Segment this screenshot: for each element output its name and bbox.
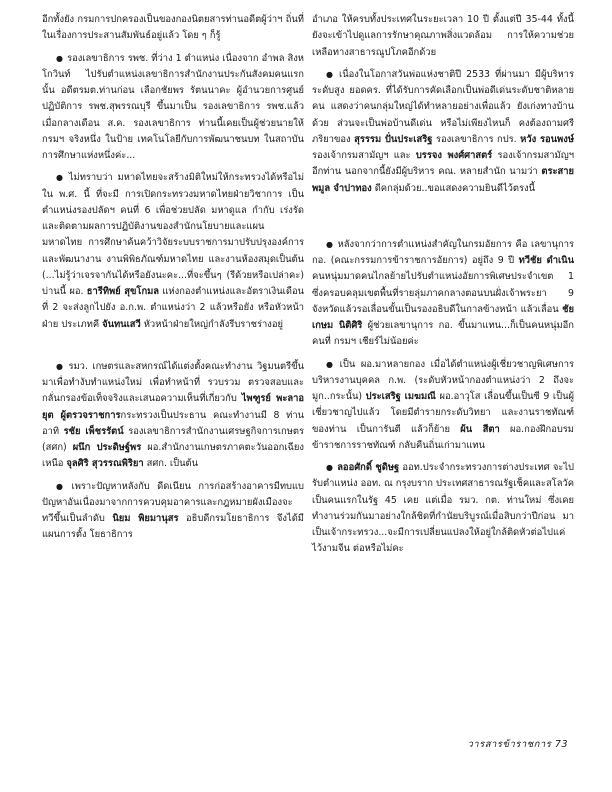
bold-name: ชัยเกษม นิติศิริ [312,303,574,331]
paragraph-r-cont [312,12,574,61]
text-run: ผอ.อาวุโส เลื่อนขึ้นเป็นซี 9 เป็นผู้เชี่ยวชาญไปแล้ว โดยมีตำรายกระดับวิทยา และงานราชทัณฑ์ของท่าน เป็นการันตี แล้วก็ย้าย [312,391,574,435]
right-column [312,12,574,558]
paragraph-p1 [42,51,304,165]
paragraph-r4 [312,460,574,558]
bullet-icon: ● [56,173,65,183]
text-run: เพราะปัญหาหลังกับ ดีดเนียน การก่อสร้างอาคารมีทบแบ ปัญหาอันเนื่องมาจากการควบคุมอาคารและกฎหมายผังเมืองจะทวีขึ้นเป็นลำดับ [42,480,304,524]
text-run: แห่งกองตำแหน่งและอัตราเงินเดือนที่ 2 จะส่งลูกไปยัง อ.ก.พ. ตำแหน่งว่า 2 แล้วหรือยัง หรือหัวหน้าฝ่าย ประเภทคี [42,286,304,330]
paragraph-p2 [42,170,304,333]
bullet-icon: ● [56,361,65,371]
paragraph-p4 [42,479,304,544]
text-run: เป็น ผอ.มาหลายกอง เมื่อได้ตำแหน่งผู้เชี่ยวชาญพิเศษการบริหารงานบุคคล ก.พ. (ระดับหัวหน้ากองตำแหน่งว่า 2 ถึงจะมูก..กระนั้น) [312,358,574,402]
paragraph-p3 [42,359,304,473]
paragraph-r2 [312,237,574,351]
page-number: 73 [554,739,568,750]
paragraph-r3 [312,357,574,455]
text-run: รองเจ้ากรมสามัญฯ และ [312,150,416,161]
bold-name: หวัง รอนพงษ์ [520,133,574,145]
bold-name: รชัย เพ็ชรรัตน์ [63,425,124,437]
text-run: ผู้ช่วยเลขานุการ กอ. ขึ้นมาแทน...ก็เป็นคนหนุ่มอีกคนที่ กรมฯ เชียร์ไม่น้อยค่ะ [312,320,574,348]
bold-name: ลออศักดิ์ ชูดิษฐ [337,462,400,473]
text-run: เนื่องในโอกาสวันพ่อแห่งชาติปี 2533 ที่ผ่านมา มีผู้บริหารระดับสูง ยอดคร. ที่ได้รับการคัดเลือกเป็นพ่อดีเด่นระดับชาติหลายคน แสดงว่าคนกลุ่มใหญ่ได้ทำหลายอย่างเพื่อแล้ว ยังเก่งทางบ้านด้วย ส่วนจะเป็นพ่อบ้านดีเด่น หรือไม่เพียงไหนก็ คงต้องถามศรีภริยาของ [312,68,574,145]
paragraph-cont [42,12,304,45]
bullet-icon: ● [326,463,334,472]
text-run: รองเลขาธิการสำนักงานเศรษฐกิจการเกษตร (สศก) [42,425,304,453]
text-run: อำเภอ ให้ครบทั้งประเทศในระยะเวลา 10 ปี ตั้งแต่ปี 35-44 ทั้งนี้ยังจะเข้าไปดูแลการรักษาคุณภาพสิ่งแวดล้อม การให้ความช่วยเหลือทางสาธารณูปโภคอีกด้วย [312,14,574,58]
journal-name: วารสารข้าราชการ [467,739,552,750]
bullet-icon: ● [326,359,336,369]
bold-name: ไพฑูรย์ พะลาอยุต ผู้ตรวจราชการ [42,393,304,421]
text-run: หลังจากว่าการตำแหน่งสำคัญในกรมอัยการ คือ เลขานุการ กอ. (คณะกรรมการข้าราชการอัยการ) อยู่ถึง 9 ปี [312,238,574,266]
text-run: ผอ.สำนักงานเกษตรภาคตะวันออกเฉียงเหนือ [42,442,304,470]
bullet-icon: ● [326,239,334,249]
text-run: รองเลขาธิการ กปร. [432,133,521,145]
text-run: รองเจ้ากรมสามัญฯ อีกท่าน นอกจากนี้ยังมีผู้บริหาร คณ. หลายสำนัก นามว่า [312,150,574,178]
bold-name: ผ้น สีตา [460,423,500,435]
text-run: คนหนุ่มมาดคนไกลย้ายไปรับตำแหน่งอัยการพิเศษประจำเขต 1 ซึ่งครอบคลุมเขตพื้นที่รายลุ่มภาคกลางตอนบนฝั่งเจ้าพระยา 9 จังหวัดแล้วรอเลื่อนขั้นเป็นรองอธิบดีในกาลข้างหน้า แล้วเลื่อน [312,271,574,315]
text-run: สศก. เป็นต้น [143,458,198,470]
bullet-icon: ● [56,53,64,63]
text-run: ไม่ทราบว่า มหาดไทยจะสร้างมิติใหม่ให้กระทรวงได้หรือไม่ใน พ.ศ. นี้ ที่จะมี การเปิดกระทรวงมหาดไทยฝ่ายวิชาการ เป็นตำแหน่งรองปลัดฯ คนที่ 6 เพื่อช่วยปลัด มหาดูแล กำกับ เร่งรัด และติดตามผลการปฏิบัติงานของสำนักนโยบายและแผนมหาดไทย การศึกษาค้นคว้าวิจัยระบบราชการมาปรับปรุงองค์การและพัฒนางาน งานพิพิธภัณฑ์มหาดไทย และงานห้องสมุดเป็นต้น (...ไม่รู้ว่าเจรจากันได้หรือยังนะคะ...ที่จะขึ้นๆ (รีด้วยหรือเปล่าคะ) บ่านนี้ ผอ. [42,172,305,297]
text-run: รวบรวม ตรวจสอบและกลั่นกรองข้อเท็จจริงและเสนอความเห็นที่เกี่ยวกับ [42,377,304,405]
bold-name: ประเสริฐ เมฆมณี [365,391,436,402]
text-run: วิฐมนตรีขึ้นมาเพื่อทำงับทำแหน่งใหม่ เพื่อทำหน้าที่ [42,360,304,388]
text-run: หัวหน้าฝ่ายใหญ่กำลังรีบราชร่างอยู่ [140,318,283,330]
bullet-icon: ● [326,69,336,79]
left-column [42,12,304,544]
paragraph-r1 [312,67,574,197]
text-run: อีกทั้งยัง กรมการปกครองเป็นของกองนิตยสารท่านอดีตผู้ว่าฯ ถิ่นที่ ในเรื่องการประสานสัมพันธ์อยู่แล้ว โดย ๆ ก็รู้ [42,14,304,42]
text-run: ผอ.กองฝึกอบรมข้าราชการราชทัณฑ์ กลับคืนถิ่นเก่ามาแทน [312,423,574,451]
bold-name: จันทนเสวี [102,318,141,330]
bold-name: ทวีชัย ดำเนิน [518,255,574,266]
bold-name: ผนึก ประดิษฐ์พร [72,442,142,453]
bold-name: ตระสายพมูล จำปาทอง [312,166,574,194]
text-run: ออท.ประจำกระทรวงการต่างประเทศ จะไปรับตำแหน่ง ออท. ณ กรุงบราก ประเทศสาธารณรัฐเช็คและสโลวัค เป็นคนแรกในรัฐ 45 เคย แต่เมื่อ รมว. กต. ท่านใหม่ ซึ่งเคยทำงานร่วมกันมาอย่างใกล้ชิดที่กำนัยบริบูรณ์เมื่อสิบกว่าปีก่อน มาเป็นเจ้ากระทรวง...จะมีการเปลี่ยนแปลงให้อยู่ใกล้ติดหัวต่อไปแค่ไว้งามจีน ต่อหรือไม่คะ [312,462,575,555]
bold-name: สุรรรม ปั่นประเสริฐ [354,133,433,145]
bold-name: ธารีทิพย์ สุขโกมล [86,286,160,297]
text-run: รมว. เกษตรและสหกรณ์ได้แต่งตั้งคณะทำงาน [68,360,258,372]
page-footer [467,737,568,752]
bold-name: นิยม พิยมานุสร [112,513,179,524]
text-run: อธิบดีกรมโยธาธิการ จึงได้มีแผนการตั้ง โยธาธิการ [42,513,304,541]
bold-name: จุลศิริ สุวรรณพิริยา [66,458,144,470]
text-run: ดีคกลุ่มด้วย..ขอแสดงความยินดีไว้ตรงนี้ [371,182,536,194]
text-run: รองเลขาธิการ รพช. ที่ว่าง 1 ตำแหน่ง เนื่องจาก อำพล สิงหโกวินท์ ไปรับตำแหน่งเลขาธิการสำนักงานประกันสังคมคนแรกนั้น อดีตรมต.ท่านก่อน เลือกชัยพร รัตนนาคะ ผู้อำนวยการศูนย์ปฏิบัติการ รพช.สุพรรณบุรี ขึ้นมาเป็น รองเลขาธิการ รพช.แล้ว เมื่อกลางเดือน ส.ค. รองเลขาธิการ ท่านนี้เคยเป็นผู้ช่วยนายให้ กรมฯ จริงหนึ่ง ในป้าย เทคโนโลยีกับการพัฒนาชนบท ในสถาบันการศึกษาแห่งหนึ่งค่ะ... [42,52,304,161]
text-run: กระทรวงเป็นประธาน คณะทำงานมี 8 ท่าน อาทิ [42,409,305,437]
bullet-icon: ● [56,481,68,491]
bold-name: บรรจง พงศ์ศาสตร์ [415,150,493,161]
